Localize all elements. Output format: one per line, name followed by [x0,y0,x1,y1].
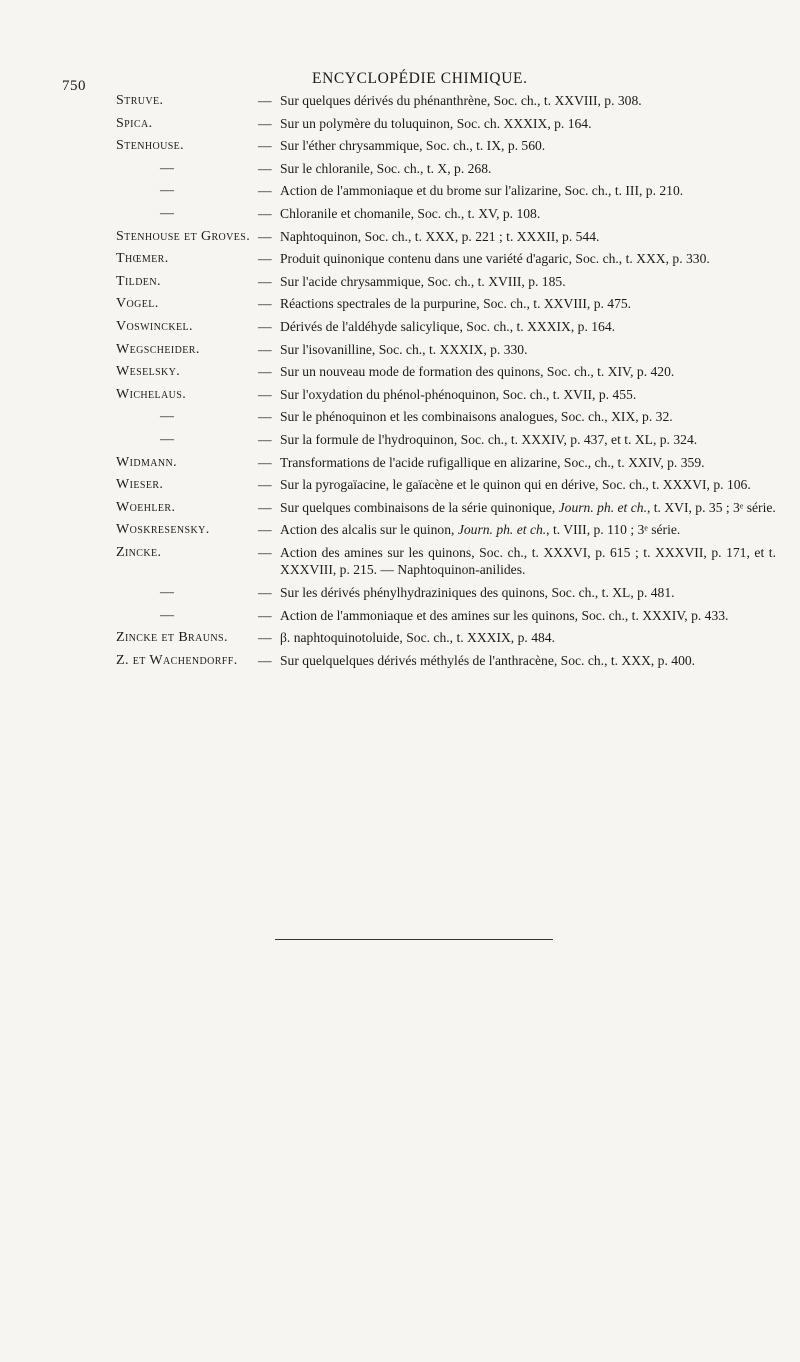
entry-dash: — [258,160,272,176]
bibliography-entry [116,205,776,223]
entry-text: Sur le chloranile, Soc. ch., t. X, p. 268. [280,160,492,176]
entry-text: Sur l'isovanilline, Soc. ch., t. XXXIX, p. 330. [280,341,528,357]
entry-author: Thœmer. [116,251,169,267]
entry-dash: — [258,607,272,623]
entry-text: Sur la formule de l'hydroquinon, Soc. ch., t. XXXIV, p. 437, et t. XL, p. 324. [280,431,698,447]
entry-text: Transformations de l'acide rufigallique en alizarine, Soc., ch., t. XXIV, p. 359. [280,454,705,470]
entry-text: Action de l'ammoniaque et du brome sur l'alizarine, Soc. ch., t. III, p. 210. [280,183,684,199]
entry-dash: — [258,115,272,131]
bibliography-entry [116,92,776,110]
entry-text: Sur l'éther chrysammique, Soc. ch., t. IX, p. 560. [280,138,546,154]
bibliography-entry [116,318,776,336]
entry-text [280,521,776,539]
bibliography-entry [116,652,776,670]
bibliography-entry [116,295,776,313]
entry-author: Stenhouse et Groves. [116,228,251,244]
bibliography-entry [116,521,776,539]
entry-text-start: Sur quelques combinaisons de la série quinonique, [280,499,559,515]
entry-journal: Journ. ph. et ch. [457,522,547,538]
entry-author: Woehler. [116,499,176,515]
entry-text-end: , t. VIII, p. 110 ; 3ᵉ série. [546,522,681,538]
entry-dash: — [258,630,272,646]
bibliography-entry [116,544,776,579]
entry-author: — [160,409,175,425]
entry-dash: — [258,409,272,425]
entry-text: Sur l'oxydation du phénol-phénoquinon, Soc. ch., t. XVII, p. 455. [280,386,637,402]
entry-dash: — [258,341,272,357]
entry-dash: — [258,364,272,380]
entry-dash: — [258,431,272,447]
entry-journal: Journ. ph. et ch. [558,499,647,515]
entry-text: Action de l'ammoniaque et des amines sur les quinons, Soc. ch., t. XXXIV, p. 433. [280,607,729,623]
entry-author: Struve. [116,93,164,108]
entry-text: Sur quelquelques dérivés méthylés de l'anthracène, Soc. ch., t. XXX, p. 400. [280,652,696,668]
entry-dash: — [258,228,272,244]
entry-author: Wieser. [116,477,164,493]
entry-text: Sur le phénoquinon et les combinaisons analogues, Soc. ch., XIX, p. 32. [280,409,673,425]
entry-author: Wichelaus. [116,386,187,402]
entry-author: Zincke et Brauns. [116,630,228,646]
bibliography-entry [116,160,776,178]
bibliography-entry [116,182,776,200]
entry-dash: — [258,318,272,334]
entry-author: — [160,183,175,199]
entry-text: Chloranile et chomanile, Soc. ch., t. XV, p. 108. [280,205,541,221]
bibliography-entry [116,408,776,426]
entry-text: Sur un polymère du toluquinon, Soc. ch. XXXIX, p. 164. [280,115,592,131]
entry-dash: — [258,251,272,267]
entry-dash: — [258,93,272,108]
entry-text: Réactions spectrales de la purpurine, Soc. ch., t. XXVIII, p. 475. [280,296,632,312]
entry-author: Weselsky. [116,364,181,380]
closing-rule [275,939,553,940]
entry-author: Vogel. [116,296,159,312]
entry-dash: — [258,454,272,470]
entry-author: — [160,205,175,221]
entry-text: Dérivés de l'aldéhyde salicylique, Soc. ch., t. XXXIX, p. 164. [280,318,616,334]
page-number: 750 [62,78,86,94]
entry-author: Z. et Wachendorff. [116,652,238,668]
bibliography-entry [116,607,776,625]
entry-dash: — [258,477,272,493]
entry-author: — [160,160,175,176]
entry-dash: — [258,183,272,199]
entry-dash: — [258,386,272,402]
entry-author: Widmann. [116,454,178,470]
entry-text: Sur quelques dérivés du phénanthrène, Soc. ch., t. XXVIII, p. 308. [280,93,642,108]
entry-text: Sur l'acide chrysammique, Soc. ch., t. XVIII, p. 185. [280,273,566,289]
entry-author: — [160,607,175,623]
bibliography-list [116,92,776,674]
entry-text: β. naphtoquinotoluide, Soc. ch., t. XXXIX, p. 484. [280,630,555,646]
entry-dash: — [258,585,272,601]
bibliography-entry [116,629,776,647]
bibliography-entry [116,476,776,494]
bibliography-entry [116,454,776,472]
bibliography-entry [116,228,776,246]
entry-dash: — [258,544,272,560]
entry-text-start: Action des alcalis sur le quinon, [280,522,458,538]
bibliography-entry [116,341,776,359]
bibliography-entry [116,115,776,133]
bibliography-entry [116,431,776,449]
entry-dash: — [258,499,272,515]
entry-author: Tilden. [116,273,161,289]
entry-author: Zincke. [116,544,162,560]
entry-text-end: , t. XVI, p. 35 ; 3ᵉ série. [646,499,776,515]
entry-text: Produit quinonique contenu dans une variété d'agaric, Soc. ch., t. XXX, p. 330. [280,251,710,267]
entry-dash: — [258,522,272,538]
entry-dash: — [258,273,272,289]
entry-author: Voswinckel. [116,318,193,334]
bibliography-entry [116,386,776,404]
bibliography-entry [116,137,776,155]
entry-author: Wegscheider. [116,341,200,357]
entry-text: Action des amines sur les quinons, Soc. ch., t. XXXVI, p. 615 ; t. XXXVII, p. 171, et t. XXXVIII, p. 215. — Naphtoquinon-anilides. [280,544,776,578]
entry-text: Sur la pyrogaïacine, le gaïacène et le quinon qui en dérive, Soc. ch., t. XXXVI, p. 106. [280,477,751,493]
running-head: ENCYCLOPÉDIE CHIMIQUE. [312,70,528,87]
entry-dash: — [258,652,272,668]
entry-author: — [160,585,175,601]
entry-author: Spica. [116,115,153,131]
entry-author: Woskresensky. [116,522,210,538]
bibliography-entry [116,584,776,602]
entry-text: Sur les dérivés phénylhydraziniques des quinons, Soc. ch., t. XL, p. 481. [280,585,675,601]
entry-dash: — [258,138,272,154]
entry-dash: — [258,296,272,312]
entry-text: Naphtoquinon, Soc. ch., t. XXX, p. 221 ; t. XXXII, p. 544. [280,228,600,244]
entry-text: Sur un nouveau mode de formation des quinons, Soc. ch., t. XIV, p. 420. [280,364,675,380]
bibliography-entry [116,273,776,291]
bibliography-entry [116,499,776,517]
entry-author: — [160,431,175,447]
entry-author: Stenhouse. [116,138,185,154]
entry-dash: — [258,205,272,221]
bibliography-entry [116,250,776,268]
bibliography-entry [116,363,776,381]
entry-text [280,499,776,517]
